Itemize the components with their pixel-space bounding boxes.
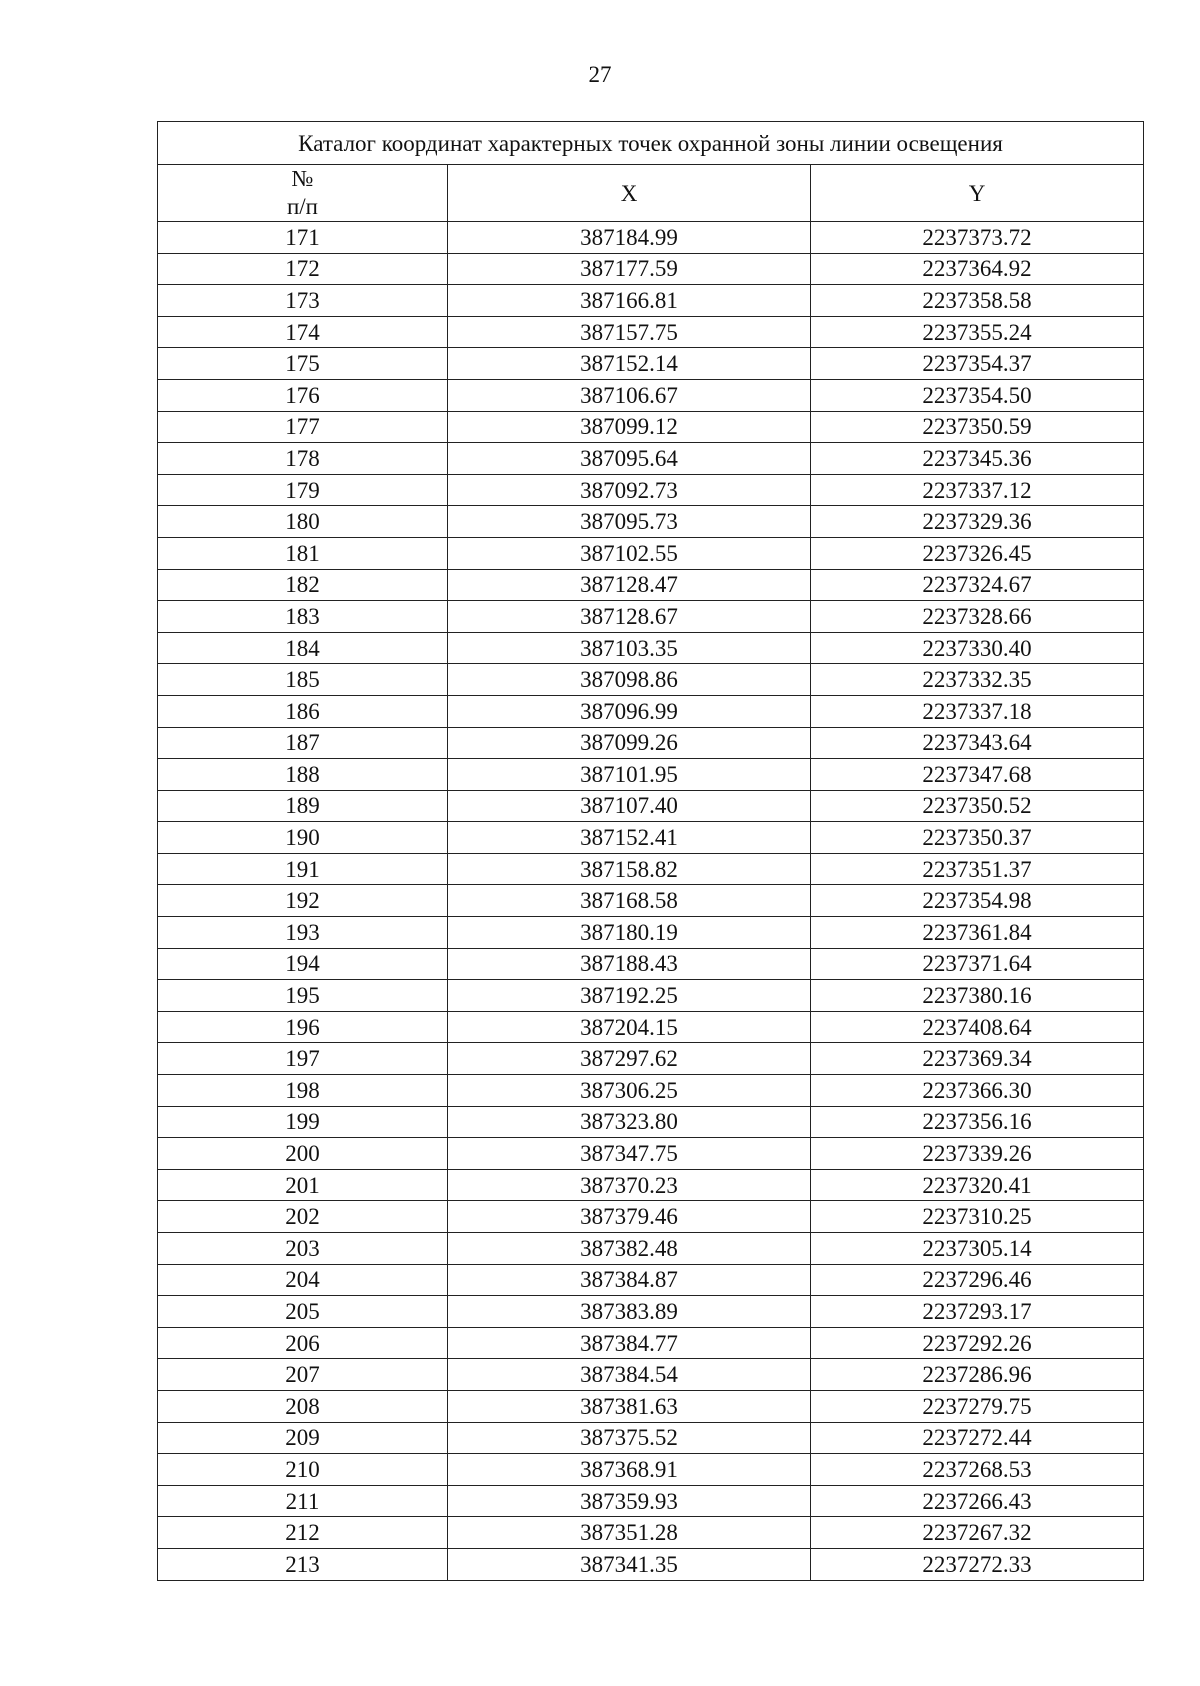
x-coordinate-cell: 387384.54: [448, 1359, 811, 1391]
point-number-cell: 178: [158, 443, 448, 475]
table-row: [158, 1296, 1144, 1328]
y-coordinate-cell: 2237347.68: [811, 759, 1144, 791]
y-coordinate-cell: 2237305.14: [811, 1233, 1144, 1265]
x-coordinate-cell: 387204.15: [448, 1011, 811, 1043]
x-coordinate-cell: 387351.28: [448, 1517, 811, 1549]
y-coordinate-cell: 2237350.52: [811, 790, 1144, 822]
table-row: [158, 1422, 1144, 1454]
x-coordinate-cell: 387152.14: [448, 348, 811, 380]
x-coordinate-cell: 387157.75: [448, 316, 811, 348]
point-number-cell: 193: [158, 917, 448, 949]
x-coordinate-cell: 387370.23: [448, 1169, 811, 1201]
table-row: [158, 1548, 1144, 1580]
point-number-cell: 184: [158, 632, 448, 664]
y-coordinate-cell: 2237266.43: [811, 1485, 1144, 1517]
y-coordinate-cell: 2237293.17: [811, 1296, 1144, 1328]
point-number-cell: 171: [158, 222, 448, 254]
y-coordinate-cell: 2237354.50: [811, 379, 1144, 411]
point-number-cell: 187: [158, 727, 448, 759]
point-number-cell: 198: [158, 1075, 448, 1107]
table-row: [158, 443, 1144, 475]
y-coordinate-cell: 2237296.46: [811, 1264, 1144, 1296]
x-coordinate-cell: 387166.81: [448, 285, 811, 317]
x-coordinate-cell: 387381.63: [448, 1390, 811, 1422]
table-row: [158, 1011, 1144, 1043]
y-coordinate-cell: 2237337.18: [811, 695, 1144, 727]
table-row: [158, 759, 1144, 791]
table-row: [158, 1517, 1144, 1549]
table-row: [158, 664, 1144, 696]
point-number-cell: 173: [158, 285, 448, 317]
x-coordinate-cell: 387102.55: [448, 537, 811, 569]
point-number-cell: 201: [158, 1169, 448, 1201]
column-header-number-line2: п/п: [286, 194, 318, 219]
point-number-cell: 183: [158, 601, 448, 633]
table-row: [158, 695, 1144, 727]
x-coordinate-cell: 387096.99: [448, 695, 811, 727]
point-number-cell: 186: [158, 695, 448, 727]
point-number-cell: 206: [158, 1327, 448, 1359]
point-number-cell: 212: [158, 1517, 448, 1549]
table-row: [158, 632, 1144, 664]
x-coordinate-cell: 387099.26: [448, 727, 811, 759]
x-coordinate-cell: 387098.86: [448, 664, 811, 696]
table-row: [158, 853, 1144, 885]
y-coordinate-cell: 2237354.37: [811, 348, 1144, 380]
point-number-cell: 188: [158, 759, 448, 791]
y-coordinate-cell: 2237343.64: [811, 727, 1144, 759]
point-number-cell: 180: [158, 506, 448, 538]
table-row: [158, 1264, 1144, 1296]
table-row: [158, 474, 1144, 506]
point-number-cell: 209: [158, 1422, 448, 1454]
point-number-cell: 205: [158, 1296, 448, 1328]
point-number-cell: 208: [158, 1390, 448, 1422]
y-coordinate-cell: 2237371.64: [811, 948, 1144, 980]
x-coordinate-cell: 387341.35: [448, 1548, 811, 1580]
x-coordinate-cell: 387180.19: [448, 917, 811, 949]
y-coordinate-cell: 2237345.36: [811, 443, 1144, 475]
table-caption: Каталог координат характерных точек охранной зоны линии освещения: [158, 122, 1144, 165]
x-coordinate-cell: 387103.35: [448, 632, 811, 664]
x-coordinate-cell: 387099.12: [448, 411, 811, 443]
point-number-cell: 174: [158, 316, 448, 348]
x-coordinate-cell: 387297.62: [448, 1043, 811, 1075]
table-row: [158, 727, 1144, 759]
y-coordinate-cell: 2237339.26: [811, 1138, 1144, 1170]
point-number-cell: 191: [158, 853, 448, 885]
y-coordinate-cell: 2237328.66: [811, 601, 1144, 633]
point-number-cell: 185: [158, 664, 448, 696]
table-row: [158, 506, 1144, 538]
x-coordinate-cell: 387384.77: [448, 1327, 811, 1359]
point-number-cell: 175: [158, 348, 448, 380]
y-coordinate-cell: 2237361.84: [811, 917, 1144, 949]
y-coordinate-cell: 2237279.75: [811, 1390, 1144, 1422]
point-number-cell: 200: [158, 1138, 448, 1170]
x-coordinate-cell: 387095.64: [448, 443, 811, 475]
column-header-y: Y: [811, 165, 1144, 222]
x-coordinate-cell: 387128.47: [448, 569, 811, 601]
x-coordinate-cell: 387092.73: [448, 474, 811, 506]
y-coordinate-cell: 2237332.35: [811, 664, 1144, 696]
table-row: [158, 885, 1144, 917]
y-coordinate-cell: 2237292.26: [811, 1327, 1144, 1359]
y-coordinate-cell: 2237356.16: [811, 1106, 1144, 1138]
point-number-cell: 210: [158, 1454, 448, 1486]
point-number-cell: 194: [158, 948, 448, 980]
x-coordinate-cell: 387368.91: [448, 1454, 811, 1486]
point-number-cell: 204: [158, 1264, 448, 1296]
table-body: [158, 222, 1144, 1581]
y-coordinate-cell: 2237355.24: [811, 316, 1144, 348]
y-coordinate-cell: 2237358.58: [811, 285, 1144, 317]
table-row: [158, 1201, 1144, 1233]
x-coordinate-cell: 387383.89: [448, 1296, 811, 1328]
y-coordinate-cell: 2237320.41: [811, 1169, 1144, 1201]
column-header-number: [158, 165, 448, 222]
point-number-cell: 197: [158, 1043, 448, 1075]
x-coordinate-cell: 387095.73: [448, 506, 811, 538]
y-coordinate-cell: 2237380.16: [811, 980, 1144, 1012]
coordinate-catalog-table: [157, 121, 1144, 1581]
x-coordinate-cell: 387382.48: [448, 1233, 811, 1265]
x-coordinate-cell: 387101.95: [448, 759, 811, 791]
y-coordinate-cell: 2237373.72: [811, 222, 1144, 254]
table-row: [158, 1169, 1144, 1201]
y-coordinate-cell: 2237350.59: [811, 411, 1144, 443]
x-coordinate-cell: 387177.59: [448, 253, 811, 285]
table-row: [158, 917, 1144, 949]
table-row: [158, 1106, 1144, 1138]
y-coordinate-cell: 2237272.33: [811, 1548, 1144, 1580]
point-number-cell: 182: [158, 569, 448, 601]
point-number-cell: 179: [158, 474, 448, 506]
table-row: [158, 1233, 1144, 1265]
y-coordinate-cell: 2237351.37: [811, 853, 1144, 885]
x-coordinate-cell: 387106.67: [448, 379, 811, 411]
y-coordinate-cell: 2237326.45: [811, 537, 1144, 569]
y-coordinate-cell: 2237350.37: [811, 822, 1144, 854]
table-row: [158, 790, 1144, 822]
table-row: [158, 1043, 1144, 1075]
y-coordinate-cell: 2237366.30: [811, 1075, 1144, 1107]
point-number-cell: 189: [158, 790, 448, 822]
point-number-cell: 207: [158, 1359, 448, 1391]
table-row: [158, 1390, 1144, 1422]
y-coordinate-cell: 2237364.92: [811, 253, 1144, 285]
table-row: [158, 948, 1144, 980]
table-row: [158, 569, 1144, 601]
y-coordinate-cell: 2237330.40: [811, 632, 1144, 664]
point-number-cell: 199: [158, 1106, 448, 1138]
table-row: [158, 222, 1144, 254]
x-coordinate-cell: 387379.46: [448, 1201, 811, 1233]
table-row: [158, 822, 1144, 854]
x-coordinate-cell: 387384.87: [448, 1264, 811, 1296]
table-row: [158, 601, 1144, 633]
table-row: [158, 1138, 1144, 1170]
y-coordinate-cell: 2237272.44: [811, 1422, 1144, 1454]
point-number-cell: 177: [158, 411, 448, 443]
x-coordinate-cell: 387323.80: [448, 1106, 811, 1138]
x-coordinate-cell: 387306.25: [448, 1075, 811, 1107]
table-row: [158, 316, 1144, 348]
table-row: [158, 1327, 1144, 1359]
x-coordinate-cell: 387168.58: [448, 885, 811, 917]
x-coordinate-cell: 387192.25: [448, 980, 811, 1012]
table-header-row: [158, 165, 1144, 222]
table-caption-row: [158, 122, 1144, 165]
point-number-cell: 203: [158, 1233, 448, 1265]
y-coordinate-cell: 2237369.34: [811, 1043, 1144, 1075]
table-row: [158, 1075, 1144, 1107]
point-number-cell: 211: [158, 1485, 448, 1517]
point-number-cell: 213: [158, 1548, 448, 1580]
point-number-cell: 176: [158, 379, 448, 411]
table-row: [158, 379, 1144, 411]
x-coordinate-cell: 387347.75: [448, 1138, 811, 1170]
table-row: [158, 285, 1144, 317]
table-row: [158, 1454, 1144, 1486]
y-coordinate-cell: 2237324.67: [811, 569, 1144, 601]
point-number-cell: 192: [158, 885, 448, 917]
table-row: [158, 1485, 1144, 1517]
y-coordinate-cell: 2237329.36: [811, 506, 1144, 538]
x-coordinate-cell: 387184.99: [448, 222, 811, 254]
y-coordinate-cell: 2237408.64: [811, 1011, 1144, 1043]
y-coordinate-cell: 2237286.96: [811, 1359, 1144, 1391]
x-coordinate-cell: 387375.52: [448, 1422, 811, 1454]
y-coordinate-cell: 2237267.32: [811, 1517, 1144, 1549]
point-number-cell: 181: [158, 537, 448, 569]
point-number-cell: 196: [158, 1011, 448, 1043]
y-coordinate-cell: 2237354.98: [811, 885, 1144, 917]
x-coordinate-cell: 387188.43: [448, 948, 811, 980]
point-number-cell: 195: [158, 980, 448, 1012]
table-row: [158, 537, 1144, 569]
point-number-cell: 202: [158, 1201, 448, 1233]
x-coordinate-cell: 387107.40: [448, 790, 811, 822]
y-coordinate-cell: 2237310.25: [811, 1201, 1144, 1233]
page-number: 27: [588, 62, 612, 87]
x-coordinate-cell: 387128.67: [448, 601, 811, 633]
y-coordinate-cell: 2237337.12: [811, 474, 1144, 506]
x-coordinate-cell: 387152.41: [448, 822, 811, 854]
column-header-x: X: [448, 165, 811, 222]
point-number-cell: 172: [158, 253, 448, 285]
point-number-cell: 190: [158, 822, 448, 854]
y-coordinate-cell: 2237268.53: [811, 1454, 1144, 1486]
x-coordinate-cell: 387359.93: [448, 1485, 811, 1517]
x-coordinate-cell: 387158.82: [448, 853, 811, 885]
table-row: [158, 1359, 1144, 1391]
table-row: [158, 980, 1144, 1012]
column-header-number-line1: №: [291, 166, 314, 192]
table-row: [158, 411, 1144, 443]
table-row: [158, 348, 1144, 380]
table-row: [158, 253, 1144, 285]
